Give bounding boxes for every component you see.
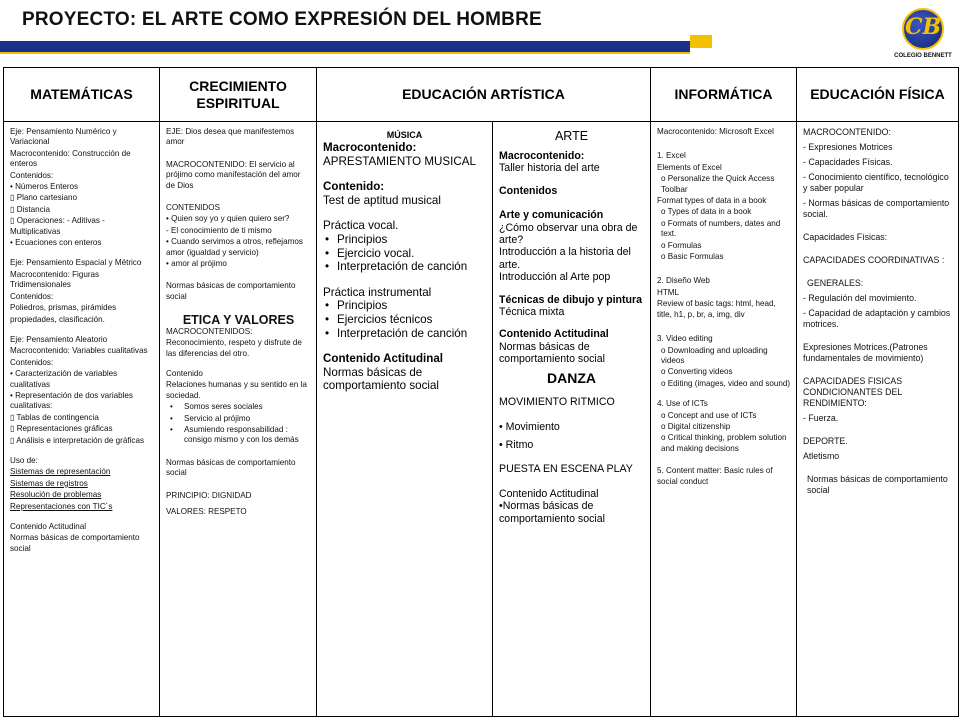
- content-row: [4, 122, 959, 717]
- text-line: o Types of data in a book: [661, 207, 752, 217]
- list-item: • Somos seres sociales: [166, 402, 311, 412]
- col-header-informatica: INFORMÁTICA: [651, 68, 797, 122]
- crecimiento-cell: [160, 122, 317, 717]
- fisica-cell: [797, 122, 959, 717]
- text-line: - Capacidades Físicas.: [803, 157, 893, 167]
- text-line: • Ecuaciones con enteros: [10, 238, 102, 248]
- section-heading: ETICA Y VALORES: [182, 313, 295, 328]
- text-line: Normas básicas de comportamiento social: [807, 474, 948, 495]
- title-underline-blue: [0, 41, 690, 52]
- text-line: Macrocontenido:: [499, 150, 585, 162]
- curriculum-table: [3, 67, 959, 717]
- artistica-cell: [317, 122, 651, 717]
- text-line: MACROCONTENIDO:: [803, 127, 891, 137]
- text-line: CONTENIDOS: [166, 203, 220, 213]
- logo-letters: CB: [904, 14, 942, 40]
- text-line: Macrocontenido: Figuras Tridimensionales: [10, 269, 100, 290]
- text-line: GENERALES:: [807, 278, 864, 288]
- text-line: Normas básicas de comportamiento social: [166, 457, 296, 478]
- text-line: Introducción al Arte pop: [499, 271, 611, 284]
- col-header-matematicas: MATEMÁTICAS: [4, 68, 160, 122]
- text-line: - El conocimiento de ti mismo: [166, 225, 272, 235]
- text-line: - Conocimiento científico, tecnológico y saber popular: [803, 172, 949, 193]
- text-line: CAPACIDADES COORDINATIVAS :: [803, 255, 945, 265]
- text-line: Contenido Actitudinal: [499, 328, 609, 341]
- text-line: Resolución de problemas: [10, 490, 102, 500]
- list-item: • Principios: [323, 233, 486, 247]
- list-item: • Ritmo: [499, 438, 534, 451]
- section-heading: MÚSICA: [386, 130, 423, 140]
- text-line: • Quien soy yo y quien quiero ser?: [166, 214, 290, 224]
- text-line: Técnica mixta: [499, 306, 565, 319]
- text-line: Macrocontenido: Microsoft Excel: [657, 127, 774, 136]
- text-line: ▯ Tablas de contingencia: [10, 412, 99, 422]
- text-line: Contenidos:: [10, 170, 54, 180]
- title-underline-gold: [0, 52, 690, 54]
- text-line: • Números Enteros: [10, 182, 79, 192]
- text-line: Práctica instrumental: [323, 285, 432, 299]
- list-item: • Movimiento: [499, 420, 560, 433]
- text-line: Arte y comunicación: [499, 209, 604, 222]
- text-line: ▯ Plano cartesiano: [10, 193, 77, 203]
- text-line: ▯ Representaciones gráficas: [10, 424, 113, 434]
- text-line: • amor al prójimo: [166, 259, 227, 269]
- text-line: o Formats of numbers, dates and text.: [661, 218, 781, 239]
- text-line: o Editing (images, video and sound): [661, 378, 791, 388]
- text-line: Representaciones con TIC´s: [10, 501, 113, 511]
- text-line: 1. Excel: [657, 151, 686, 161]
- text-line: o Formulas: [661, 240, 702, 250]
- text-line: VALORES: RESPETO: [166, 506, 247, 516]
- section-heading: DANZA: [547, 369, 596, 386]
- text-line: Contenido Actitudinal: [323, 352, 444, 366]
- text-line: Eje: Pensamiento Aleatorio: [10, 334, 108, 344]
- text-line: - Regulación del movimiento.: [803, 293, 917, 303]
- text-line: Sistemas de registros: [10, 478, 88, 488]
- text-line: Macrocontenido:: [323, 141, 417, 154]
- text-line: Contenidos: [499, 184, 558, 197]
- text-line: Macrocontenido: Variables cualitativas: [10, 346, 148, 356]
- text-line: DEPORTE.: [803, 436, 848, 446]
- text-line: 5. Content matter: Basic rules of social conduct: [657, 466, 773, 486]
- text-line: Poliedros, prismas, pirámides: [10, 303, 117, 313]
- text-line: - Normas básicas de comportamiento social.: [803, 198, 950, 219]
- text-line: Uso de:: [10, 455, 38, 465]
- text-line: CAPACIDADES FISICAS CONDICIONANTES DEL RENDIMIENTO:: [803, 376, 903, 408]
- text-line: MACROCONTENIDO: El servicio al prójimo como manifestación del amor de Dios: [166, 159, 301, 190]
- text-line: - Capacidad de adaptación y cambios motrices.: [803, 308, 951, 329]
- text-line: •Normas básicas de comportamiento social: [499, 500, 605, 525]
- text-line: Taller historia del arte: [499, 162, 600, 175]
- list-item: • Principios: [323, 299, 486, 313]
- text-line: Introducción a la historia del arte.: [499, 246, 631, 271]
- text-line: • Representación de dos variables cualitativas:: [10, 390, 133, 411]
- text-line: o Converting videos: [661, 367, 733, 377]
- text-line: Contenidos:: [10, 357, 54, 367]
- text-line: Review of basic tags: html, head, title, h1, p, br, a, img, div: [657, 299, 776, 319]
- text-line: - Fuerza.: [803, 413, 839, 423]
- title-accent-gold: [690, 35, 712, 48]
- musica-column: [317, 122, 493, 716]
- list-item: • Asumiendo responsabilidad : consigo mismo y con los demás: [166, 425, 311, 446]
- school-logo: [888, 6, 958, 62]
- text-line: Contenidos:: [10, 291, 54, 301]
- text-line: Contenido: [166, 368, 203, 378]
- text-line: Test de aptitud musical: [323, 193, 441, 207]
- section-heading: ARTE: [554, 129, 589, 143]
- list-item: • Interpretación de canción: [323, 260, 486, 274]
- text-line: PRINCIPIO: DIGNIDAD: [166, 490, 252, 500]
- text-line: Reconocimiento, respeto y disfrute de las diferencias del otro.: [166, 338, 302, 358]
- text-line: propiedades, clasificación.: [10, 314, 105, 324]
- text-line: 3. Video editing: [657, 334, 713, 344]
- informatica-cell: [651, 122, 797, 717]
- text-line: MACROCONTENIDOS:: [166, 326, 253, 336]
- text-line: MOVIMIENTO RITMICO: [499, 396, 615, 409]
- text-line: o Critical thinking, problem solution and making decisions: [661, 433, 787, 453]
- text-line: Macrocontenido: Construcción de enteros: [10, 148, 131, 169]
- text-line: ▯ Distancia: [10, 204, 50, 214]
- text-line: PUESTA EN ESCENA PLAY: [499, 463, 633, 476]
- artistica-split: [317, 122, 650, 716]
- text-line: ▯ Operaciones: - Aditivas - Multiplicativas: [10, 216, 105, 236]
- col-header-artistica: EDUCACIÓN ARTÍSTICA: [317, 68, 651, 122]
- col-header-fisica: EDUCACIÓN FÍSICA: [797, 68, 959, 122]
- text-line: HTML: [657, 287, 680, 297]
- text-line: EJE: Dios desea que manifestemos amor: [166, 127, 295, 147]
- list-item: • Servicio al prójimo: [166, 414, 311, 424]
- list-item: • Ejercicios técnicos: [323, 313, 486, 327]
- logo-caption: COLEGIO BENNETT: [894, 53, 952, 59]
- text-line: Práctica vocal.: [323, 219, 399, 233]
- text-line: Capacidades Físicas:: [803, 232, 888, 242]
- text-line: Contenido Actitudinal: [499, 487, 599, 500]
- text-line: • Cuando servimos a otros, reflejamos amor (igualdad y servicio): [166, 237, 303, 257]
- text-line: Normas básicas de comportamiento social: [323, 365, 439, 393]
- text-line: o Downloading and uploading videos: [661, 345, 768, 365]
- list-item: • Ejercicio vocal.: [323, 247, 486, 261]
- text-line: Eje: Pensamiento Espacial y Métrico: [10, 258, 142, 268]
- text-line: Normas básicas de comportamiento social: [166, 281, 296, 301]
- header-row: [4, 68, 959, 122]
- text-line: Atletismo: [803, 451, 840, 461]
- text-line: - Expresiones Motrices: [803, 142, 893, 152]
- text-line: Normas básicas de comportamiento social: [499, 340, 605, 366]
- col-header-crecimiento: CRECIMIENTO ESPIRITUAL: [160, 68, 317, 122]
- text-line: Contenido Actitudinal: [10, 522, 87, 531]
- list-item: • Interpretación de canción: [323, 327, 486, 341]
- text-line: o Concept and use of ICTs: [661, 410, 757, 420]
- text-line: o Digital citizenship: [661, 421, 731, 431]
- text-line: 2. Diseño Web: [657, 276, 710, 286]
- text-line: o Personalize the Quick Access Toolbar: [661, 174, 775, 194]
- text-line: Técnicas de dibujo y pintura: [499, 293, 643, 306]
- text-line: 4. Use of ICTs: [657, 399, 708, 409]
- text-line: Format types of data in a book: [657, 196, 767, 206]
- text-line: Elements of Excel: [657, 162, 722, 172]
- matematicas-cell: [4, 122, 160, 717]
- text-line: Normas básicas de comportamiento social: [10, 533, 140, 553]
- text-line: o Basic Formulas: [661, 252, 724, 262]
- arte-column: [493, 122, 650, 716]
- text-line: Eje: Pensamiento Numérico y Variacional: [10, 127, 117, 147]
- text-line: • Caracterización de variables cualitativas: [10, 369, 118, 389]
- text-line: Expresiones Motrices.(Patrones fundamentales de movimiento): [803, 342, 928, 363]
- text-line: Sistemas de representación: [10, 467, 111, 477]
- text-line: ▯ Análisis e interpretación de gráficas: [10, 435, 145, 445]
- text-line: Contenido:: [323, 180, 385, 194]
- text-line: APRESTAMIENTO MUSICAL: [323, 154, 476, 168]
- page-title: PROYECTO: EL ARTE COMO EXPRESIÓN DEL HOMBRE: [22, 9, 542, 30]
- text-line: Relaciones humanas y su sentido en la sociedad.: [166, 380, 307, 400]
- text-line: ¿Cómo observar una obra de arte?: [499, 221, 638, 247]
